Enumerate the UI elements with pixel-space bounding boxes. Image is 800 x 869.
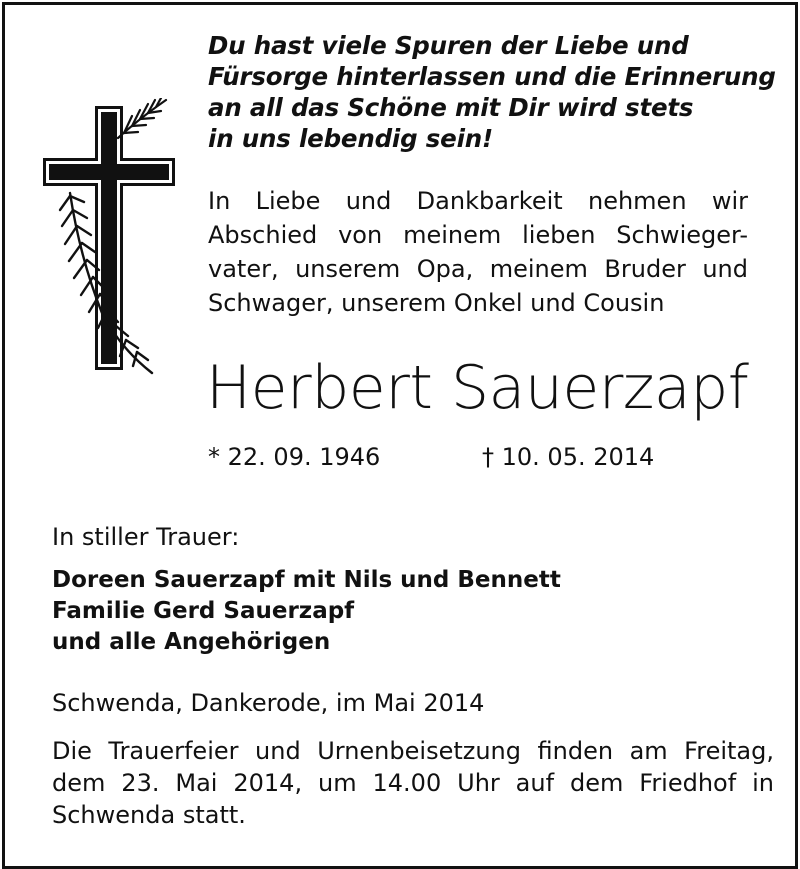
farewell-line: In Liebe und Dankbarkeit nehmen wir xyxy=(208,187,748,215)
farewell-line: Abschied von meinem lieben Schwieger- xyxy=(208,221,748,249)
quote-line: Fürsorge hinterlassen und die Erinnerung xyxy=(208,62,776,91)
quote-line: Du hast viele Spuren der Liebe und xyxy=(208,31,689,60)
farewell-line: Schwager, unserem Onkel und Cousin xyxy=(208,289,665,317)
mourner-entry: Doreen Sauerzapf mit Nils und Bennett xyxy=(52,567,561,593)
mourning-label: In stiller Trauer: xyxy=(52,523,240,551)
memorial-quote xyxy=(208,30,776,154)
mourner-entry: Familie Gerd Sauerzapf xyxy=(52,598,355,624)
quote-line: an all das Schöne mit Dir wird stets xyxy=(208,93,694,122)
service-line: Schwenda statt. xyxy=(52,801,246,829)
quote-line: in uns lebendig sein! xyxy=(208,124,493,153)
funeral-service-info xyxy=(52,735,774,831)
death-date: † 10. 05. 2014 xyxy=(482,443,655,471)
mourners-list xyxy=(52,565,561,658)
service-line: dem 23. Mai 2014, um 14.00 Uhr auf dem Friedhof in xyxy=(52,769,774,797)
mourner-entry: und alle Angehörigen xyxy=(52,629,331,655)
service-line: Die Trauerfeier und Urnenbeisetzung finden am Freitag, xyxy=(52,737,774,765)
farewell-text xyxy=(208,184,748,320)
cross-with-palm-branch-icon xyxy=(40,98,180,378)
place-and-date: Schwenda, Dankerode, im Mai 2014 xyxy=(52,689,485,717)
farewell-line: vater, unserem Opa, meinem Bruder und xyxy=(208,255,748,283)
birth-date: * 22. 09. 1946 xyxy=(208,443,381,471)
deceased-name: Herbert Sauerzapf xyxy=(206,353,749,423)
